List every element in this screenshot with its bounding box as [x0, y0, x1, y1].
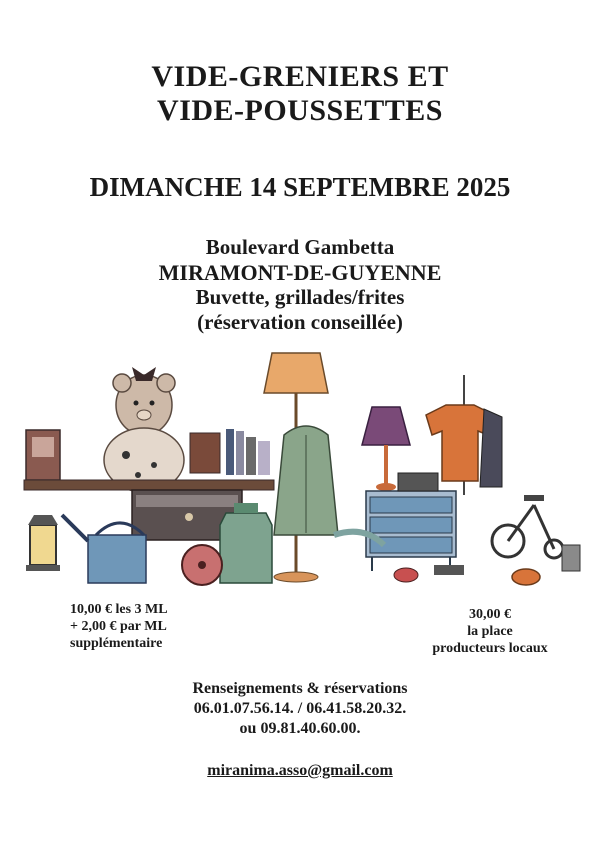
- wheel-icon: [182, 545, 222, 585]
- coat-rack-icon: [274, 426, 338, 535]
- event-date: DIMANCHE 14 SEPTEMBRE 2025: [89, 172, 511, 202]
- pricing-producers-line-3: producteurs locaux: [432, 641, 548, 656]
- refreshments-line: Buvette, grillades/frites: [195, 285, 405, 309]
- address-street: Boulevard Gambetta: [205, 235, 395, 259]
- pricing-producers-line-1: 30,00 €: [469, 607, 511, 622]
- phone-numbers-2: ou 09.81.40.60.00.: [239, 720, 361, 737]
- pricing-producers: [405, 606, 575, 657]
- flyer-title: [0, 60, 600, 128]
- reservation-note: (réservation conseillée): [197, 310, 403, 334]
- contact-heading: Renseignements & réservations: [192, 680, 408, 697]
- tricycle-icon: [492, 495, 563, 558]
- teddy-bear-icon: [104, 367, 184, 492]
- contact-block: [0, 679, 600, 739]
- milk-can-icon: [220, 503, 272, 583]
- email-link[interactable]: miranima.asso@gmail.com: [207, 762, 393, 779]
- brocante-illustration: [14, 345, 586, 593]
- address-city: MIRAMONT-DE-GUYENNE: [158, 260, 442, 285]
- lantern-icon: [26, 515, 60, 571]
- pricing-producers-line-2: la place: [467, 624, 513, 639]
- title-line-1: VIDE-GRENIERS ET: [151, 60, 449, 93]
- pricing-standard-line-2: + 2,00 € par ML: [70, 619, 167, 634]
- email-block: [0, 761, 600, 781]
- title-line-2: VIDE-POUSSETTES: [157, 94, 443, 127]
- phone-numbers-1: 06.01.07.56.14. / 06.41.58.20.32.: [193, 700, 407, 717]
- event-address-block: [0, 235, 600, 335]
- pricing-standard-line-1: 10,00 € les 3 ML: [70, 602, 168, 617]
- pricing-standard-line-3: supplémentaire: [70, 636, 163, 651]
- watering-can-icon: [62, 515, 146, 583]
- pricing-standard: [70, 601, 230, 652]
